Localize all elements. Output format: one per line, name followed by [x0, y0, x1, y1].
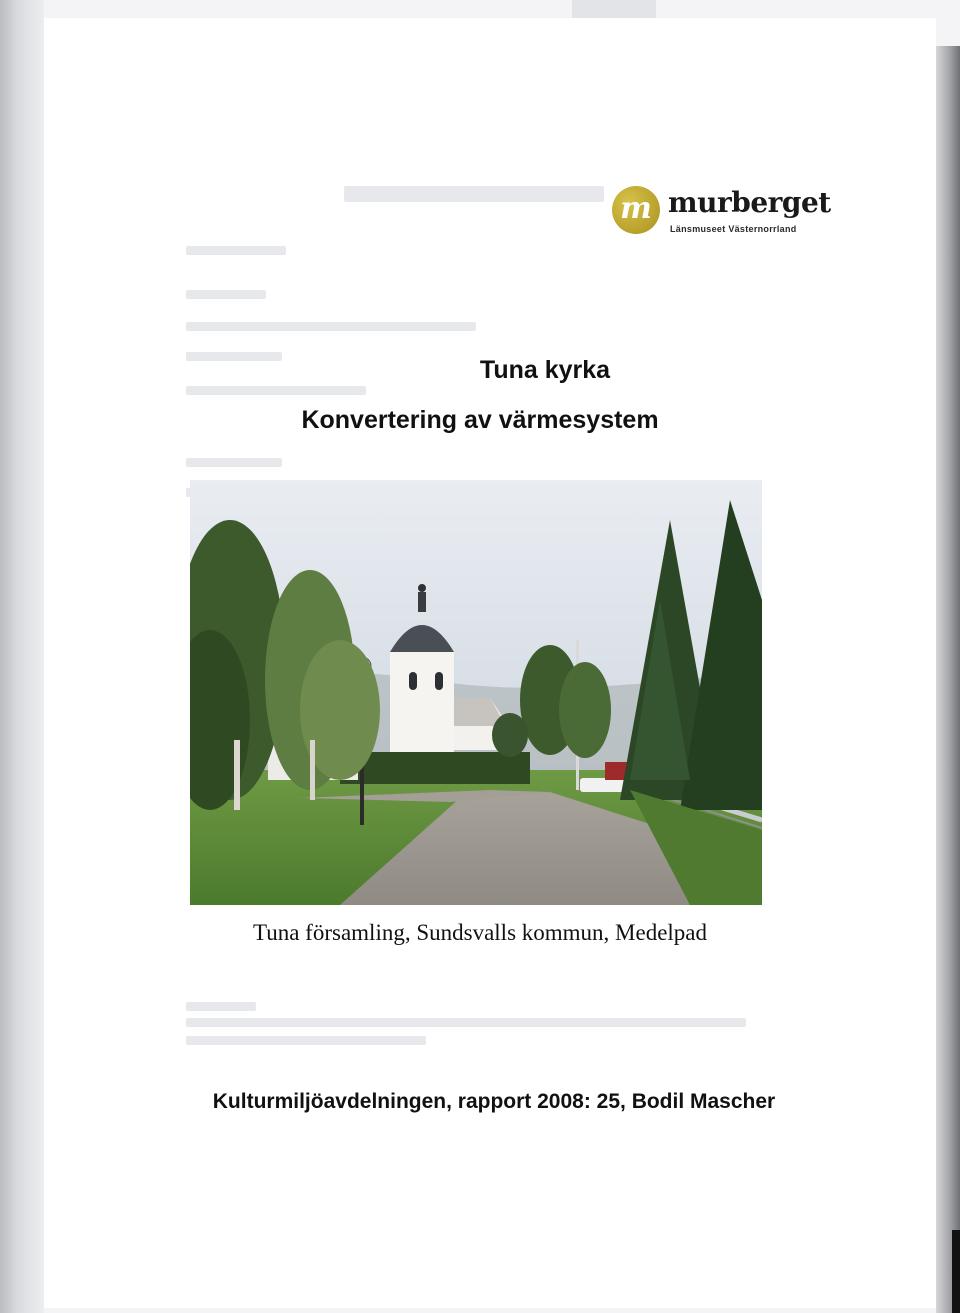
logo-subtitle: Länsmuseet Västernorrland: [670, 224, 797, 234]
show-through-text: [186, 1036, 426, 1045]
report-footer: Kulturmiljöavdelningen, rapport 2008: 25, Bodil Mascher: [212, 1090, 776, 1113]
scan-left-edge: [0, 0, 44, 1313]
logo-mark-icon: m: [612, 186, 660, 234]
show-through-text: [186, 1002, 256, 1011]
document-title: Tuna kyrka: [479, 356, 611, 384]
show-through-text: [186, 246, 286, 255]
document-subtitle: Konvertering av värmesystem: [301, 406, 659, 434]
logo-name: murberget: [668, 186, 831, 219]
scan-right-edge: [936, 46, 960, 1313]
show-through-text: [186, 290, 266, 299]
murberget-logo: [612, 186, 848, 246]
show-through-text: [186, 322, 476, 331]
scan-top-strip: [572, 0, 656, 18]
show-through-text: [344, 186, 604, 202]
show-through-text: [186, 1018, 746, 1027]
show-through-text: [186, 386, 366, 395]
scan-right-edge-bar: [952, 1230, 960, 1313]
photo-caption: Tuna församling, Sundsvalls kommun, Medelpad: [252, 920, 708, 945]
church-photo: [190, 480, 762, 905]
show-through-text: [186, 458, 282, 467]
